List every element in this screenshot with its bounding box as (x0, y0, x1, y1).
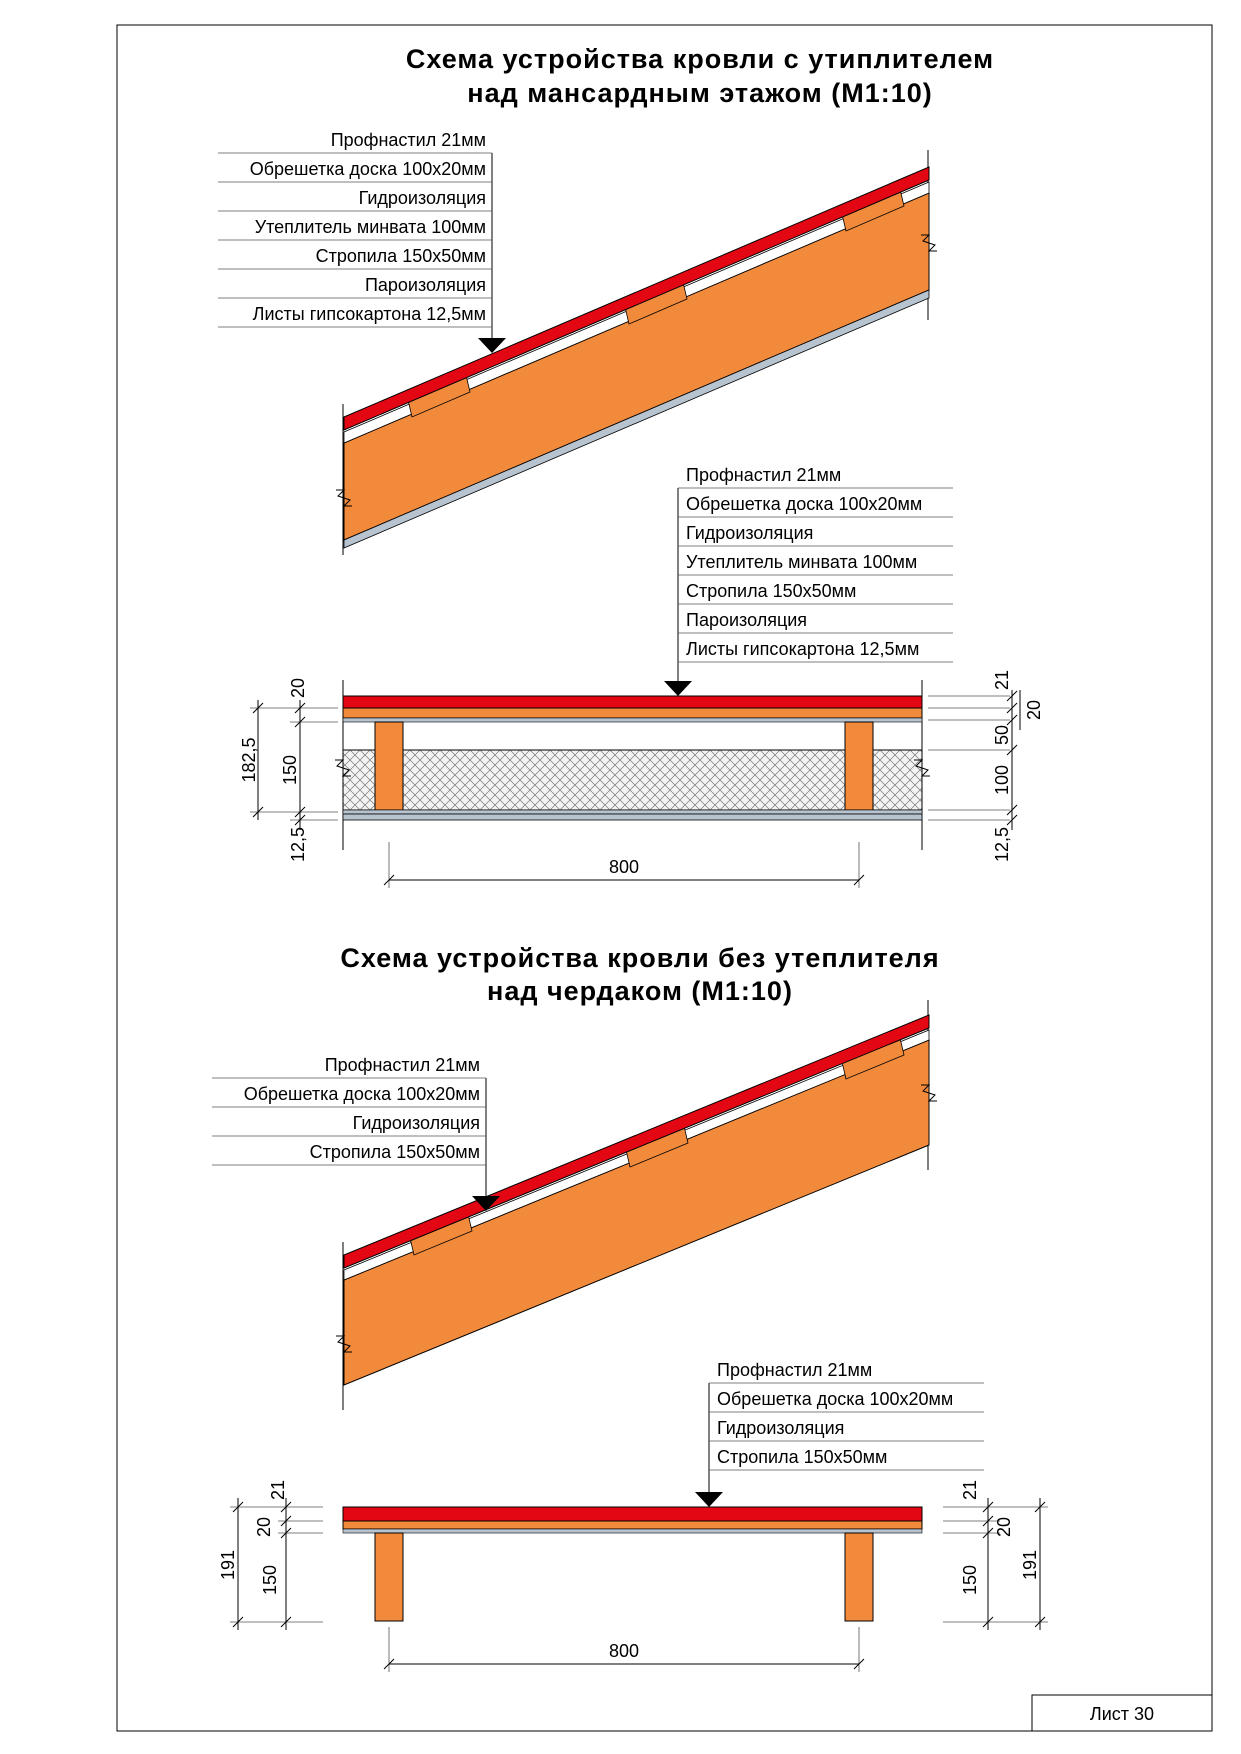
dim-label: 182,5 (239, 737, 259, 783)
profnastil-section (343, 696, 922, 708)
span-dimension: 800 (608, 857, 640, 877)
layer-label: Стропила 150х50мм (309, 1142, 480, 1162)
batten-section (343, 1521, 922, 1529)
diagram2-title-line2: над чердаком (М1:10) (487, 976, 793, 1006)
diagram1-section (335, 680, 930, 850)
span-dimension: 800 (608, 1641, 640, 1661)
dim-label: 191 (218, 1549, 238, 1581)
layer-label: Профнастил 21мм (324, 1055, 480, 1075)
layer-label: Утеплитель минвата 100мм (254, 217, 486, 237)
leader-arrow (695, 1492, 723, 1507)
layer-label: Пароизоляция (686, 610, 808, 630)
dim-label: 150 (280, 754, 300, 786)
dim-label: 191 (1020, 1549, 1040, 1581)
layer-label: Листы гипсокартона 12,5мм (252, 304, 486, 324)
dim-label: 20 (1024, 699, 1044, 721)
layer-label: Утеплитель минвата 100мм (686, 552, 918, 572)
dim-label: 100 (992, 764, 1012, 796)
diagram2-slope-legend (212, 1055, 486, 1196)
layer-label: Гидроизоляция (686, 523, 814, 543)
dim-label: 150 (260, 1564, 280, 1596)
diagram2-section (343, 1507, 922, 1621)
layer-label: Стропила 150х50мм (686, 581, 857, 601)
layer-label: Профнастил 21мм (717, 1360, 873, 1380)
layer-label: Стропила 150х50мм (315, 246, 486, 266)
gypsum-section (343, 814, 922, 820)
dim-label: 12,5 (992, 826, 1012, 862)
diagram1-section-legend (664, 465, 953, 696)
layer-label: Профнастил 21мм (330, 130, 486, 150)
layer-label: Стропила 150х50мм (717, 1447, 888, 1467)
dim-label: 20 (288, 677, 308, 698)
dim-label: 20 (994, 1516, 1014, 1538)
layer-label: Листы гипсокартона 12,5мм (686, 639, 920, 659)
leader-arrow (664, 681, 692, 696)
diagram2-title-line1: Схема устройства кровли без утеплителя (340, 943, 940, 973)
rafter-section-right (845, 722, 873, 810)
sheet-number: Лист 30 (1089, 1704, 1155, 1724)
rafter-section-left (375, 1533, 403, 1621)
diagram1-title-line1: Схема устройства кровли с утиплителем (405, 44, 995, 74)
diagram1-title-line2: над мансардным этажом (М1:10) (467, 78, 933, 108)
dim-label: 21 (960, 1479, 980, 1500)
dim-label: 12,5 (288, 826, 308, 862)
layer-label: Обрешетка доска 100х20мм (243, 1084, 480, 1104)
layer-label: Пароизоляция (364, 275, 486, 295)
dim-label: 50 (992, 724, 1012, 746)
batten-section (343, 708, 922, 718)
layer-label: Гидроизоляция (717, 1418, 845, 1438)
dim-label: 21 (992, 669, 1012, 690)
layer-label: Гидроизоляция (352, 1113, 480, 1133)
rafter-section-right (845, 1533, 873, 1621)
layer-label: Обрешетка доска 100х20мм (686, 494, 923, 514)
diagram2-section-legend (695, 1360, 984, 1507)
insulation-section (343, 750, 922, 810)
membrane-section (343, 718, 922, 722)
dim-label: 21 (268, 1479, 288, 1500)
dim-label: 20 (254, 1516, 274, 1538)
rafter-section-left (375, 722, 403, 810)
layer-label: Гидроизоляция (358, 188, 486, 208)
layer-label: Обрешетка доска 100х20мм (717, 1389, 954, 1409)
layer-label: Обрешетка доска 100х20мм (249, 159, 486, 179)
vapor-barrier-section (343, 810, 922, 814)
dim-label: 150 (960, 1564, 980, 1596)
membrane-section (343, 1529, 922, 1533)
profnastil-section (343, 1507, 922, 1521)
diagram1-slope-legend (218, 130, 492, 338)
layer-label: Профнастил 21мм (686, 465, 842, 485)
